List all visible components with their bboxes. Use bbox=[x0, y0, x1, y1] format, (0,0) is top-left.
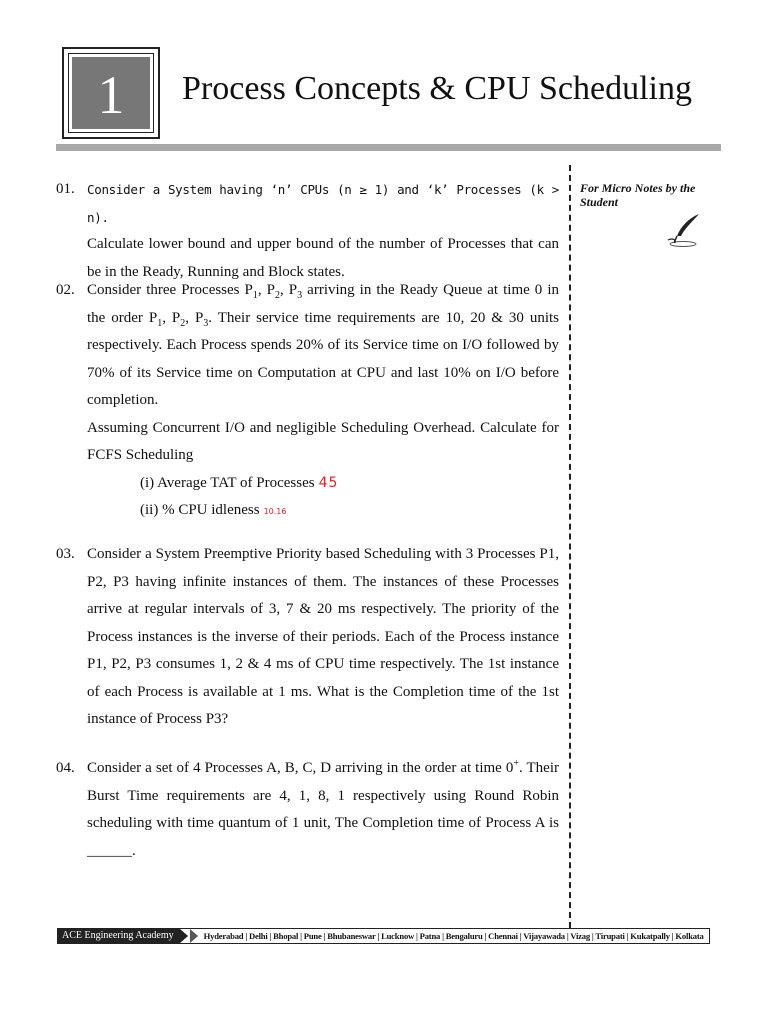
chevron-right-icon bbox=[190, 929, 198, 943]
footer-bar bbox=[57, 928, 710, 944]
question-text-line: Consider a System having ‘n’ CPUs (n ≥ 1) and ‘k’ Processes (k > n). bbox=[87, 182, 559, 225]
footer-brand: ACE Engineering Academy bbox=[58, 929, 180, 943]
margin-divider bbox=[569, 165, 571, 928]
question-text: Consider a set of 4 Processes A, B, C, D arriving in the order at time 0+. Their Burst Time requirements are 4, 1, 8, 1 respectively using Round Robin scheduling with time quantum of 1 unit, The Completion time of Process A is ______. bbox=[87, 758, 559, 859]
question-number: 01. bbox=[56, 181, 75, 197]
question-text: Consider a System Preemptive Priority based Scheduling with 3 Processes P1, P2, P3 having infinite instances of them. The instances of these Processes arrive at regular intervals of 3, 7 & 20 ms respectively. The priority of the Process instances is the inverse of their periods. Each of the Process instance P1, P2, P3 consumes 1, 2 & 4 ms of CPU time respectively. The 1st instance of each Process is available at 1 ms. What is the Completion time of the 1st instance of Process P3? bbox=[87, 546, 559, 727]
question-number: 02. bbox=[56, 282, 75, 298]
footer-cities: Hyderabad | Delhi | Bhopal | Pune | Bhubaneswar | Lucknow | Patna | Bengaluru | Chennai | Vijayawada | Vizag | Tirupati | Kukatpally | Kolkata bbox=[203, 931, 704, 941]
question-01 bbox=[56, 176, 559, 286]
quill-pen-icon bbox=[663, 212, 703, 248]
handwritten-answer: 10.16 bbox=[263, 507, 287, 516]
sub-question: (i) Average TAT of Processes 45 bbox=[140, 474, 339, 491]
chapter-title: Process Concepts & CPU Scheduling bbox=[182, 70, 692, 107]
question-04 bbox=[56, 755, 559, 865]
header-rule bbox=[56, 144, 721, 151]
question-number: 03. bbox=[56, 546, 75, 562]
chapter-number-box bbox=[62, 47, 160, 139]
micro-notes-label: For Micro Notes by the Student bbox=[580, 181, 696, 209]
chapter-number: 1 bbox=[69, 54, 153, 132]
question-03 bbox=[56, 541, 559, 734]
question-02 bbox=[56, 277, 559, 526]
question-text: Assuming Concurrent I/O and negligible Scheduling Overhead. Calculate for FCFS Scheduling bbox=[87, 419, 559, 463]
question-text: Consider three Processes $P_1$, $P_2$, $P_3$ arriving in the Ready Queue at time 0 in the order $P_1$, $P_2$, $P_3$. Their service time requirements are 10, 20 & 30 units respectively. Each Process spends 20% of its Service time on I/O followed by 70% of its Service time on Computation at CPU and last 10% on I/O before completion. bbox=[87, 282, 560, 408]
question-text-line: Calculate lower bound and upper bound of the number of Processes that can be in the Ready, Running and Block states. bbox=[87, 236, 559, 280]
sub-question: (ii) % CPU idleness 10.16 bbox=[140, 502, 287, 518]
question-number: 04. bbox=[56, 760, 75, 776]
chevron-right-icon bbox=[180, 929, 188, 943]
handwritten-answer: 45 bbox=[318, 474, 339, 491]
